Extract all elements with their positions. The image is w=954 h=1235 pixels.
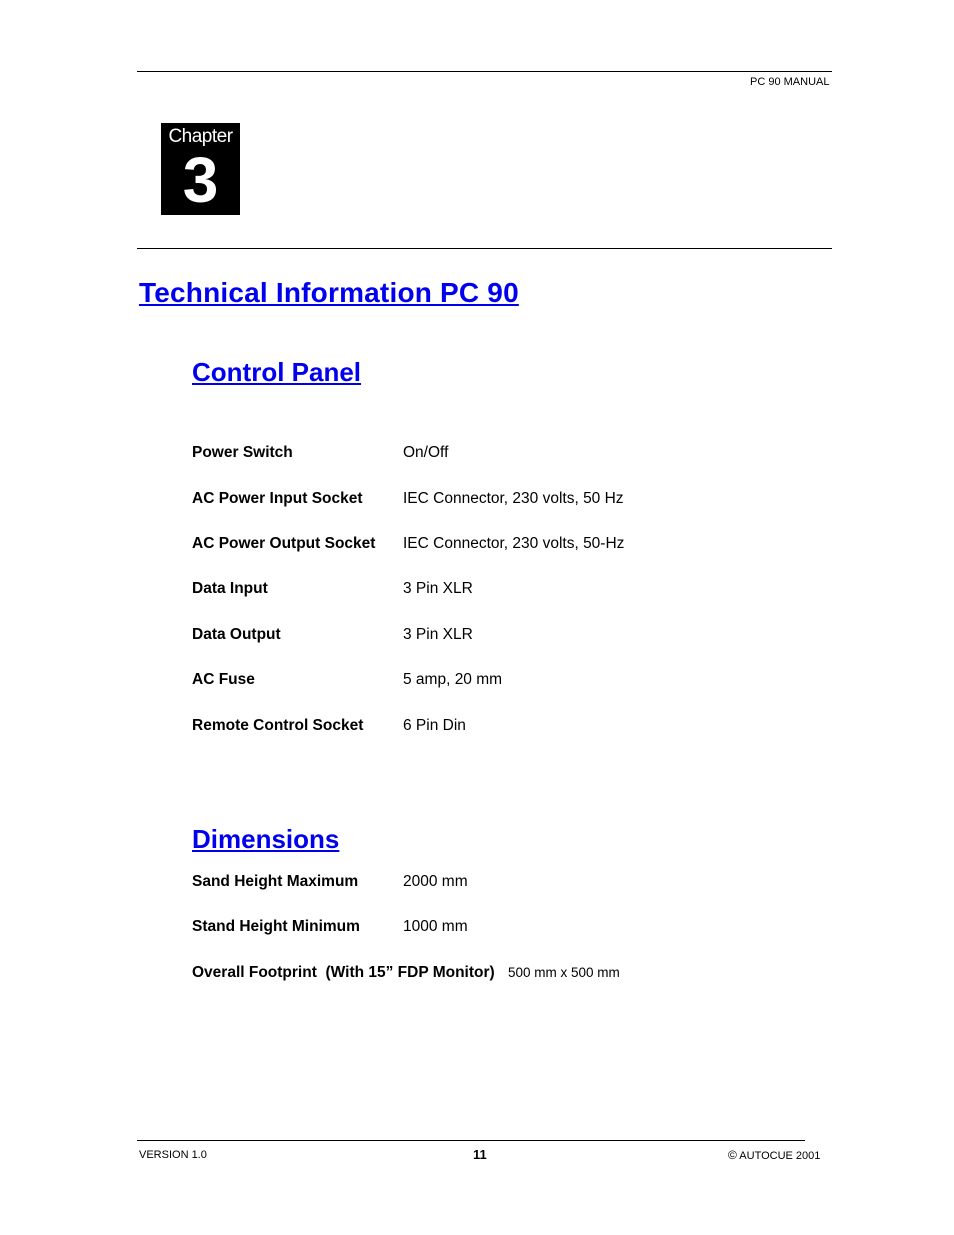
- chapter-badge: [161, 123, 240, 215]
- control-panel-heading[interactable]: Control Panel: [192, 357, 362, 387]
- chapter-word: Chapter: [168, 126, 233, 147]
- spec-value: 3 Pin XLR: [403, 580, 473, 597]
- copyright-icon: ©: [728, 1148, 737, 1162]
- spec-value: IEC Connector, 230 volts, 50 Hz: [403, 490, 624, 507]
- page-number: 11: [473, 1147, 487, 1162]
- spec-value: 3 Pin XLR: [403, 626, 473, 643]
- spec-label: Stand Height Minimum: [192, 918, 360, 935]
- spec-label: AC Power Input Socket: [192, 490, 363, 507]
- spec-label: Data Input: [192, 580, 268, 597]
- dimensions-heading[interactable]: Dimensions: [192, 824, 340, 854]
- spec-value: 6 Pin Din: [403, 717, 466, 734]
- spec-value: 5 amp, 20 mm: [403, 671, 503, 688]
- spec-label: Sand Height Maximum: [192, 873, 359, 890]
- manual-label: PC 90 MANUAL: [750, 76, 830, 88]
- spec-value: 2000 mm: [403, 873, 468, 890]
- chapter-rule: [137, 248, 832, 249]
- spec-label: AC Power Output Socket: [192, 535, 376, 552]
- header-rule: [137, 71, 832, 72]
- footer-rule: [137, 1140, 805, 1141]
- spec-value: 1000 mm: [403, 918, 468, 935]
- spec-value: 500 mm x 500 mm: [508, 965, 620, 980]
- spec-label: AC Fuse: [192, 671, 255, 688]
- copyright-text: AUTOCUE 2001: [739, 1150, 821, 1162]
- copyright: [728, 1148, 820, 1162]
- spec-label: Data Output: [192, 626, 281, 643]
- spec-label: Power Switch: [192, 444, 293, 461]
- spec-value: On/Off: [403, 444, 449, 461]
- spec-value: IEC Connector, 230 volts, 50-Hz: [403, 535, 625, 552]
- spec-label: Remote Control Socket: [192, 717, 364, 734]
- spec-label: Overall Footprint (With 15” FDP Monitor): [192, 964, 495, 981]
- page-title[interactable]: Technical Information PC 90: [139, 277, 519, 308]
- version-label: VERSION 1.0: [139, 1149, 207, 1161]
- chapter-number: 3: [182, 144, 219, 216]
